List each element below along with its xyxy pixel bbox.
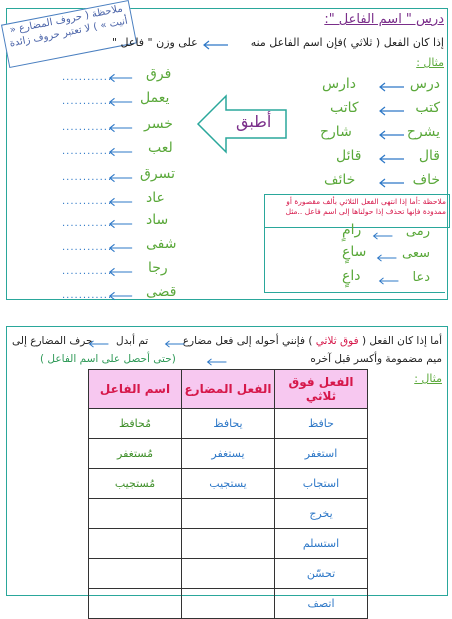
answer-dots: ............: [62, 196, 113, 207]
pair-verb: كتب: [415, 100, 440, 116]
rule2-line1: [183, 335, 442, 347]
note-text: ملاحظة :أما إذا انتهى الفعل الثلاثي بألف مقصورة أو ممدودة فإنها تحذف إذا حولناها إلى اسم فاعل ..مثل: [285, 197, 446, 216]
pair2-verb: رمى: [405, 224, 430, 239]
table-cell: [89, 589, 182, 619]
table-header-row: [89, 370, 368, 409]
table-cell: مُستجيب: [89, 469, 182, 499]
rule2-text-a: أما إذا كان الفعل (: [361, 335, 442, 347]
pair2-verb: سعى: [402, 246, 430, 261]
table-cell: حافظ: [275, 409, 368, 439]
answer-dots: ............: [62, 172, 113, 183]
table-cell: يستغفر: [182, 439, 275, 469]
table-cell: مُحافظ: [89, 409, 182, 439]
table-cell: استسلم: [275, 529, 368, 559]
rule2-text-d: حرف المضارع إلى: [12, 335, 93, 347]
pair-verb: خاف: [412, 172, 440, 188]
table-cell: [182, 499, 275, 529]
rule2-text-b: ) فإنني أحوله إلى فعل مضارع: [182, 335, 313, 347]
exercise-word: تسرق: [140, 166, 175, 182]
arrow-left-icon: [378, 81, 406, 93]
answer-dots: ............: [62, 242, 113, 253]
table-cell: [89, 529, 182, 559]
answer-dots: ............: [62, 290, 113, 301]
arrow-left-icon: [206, 356, 228, 368]
pair2-noun: ساعٍ: [342, 244, 367, 260]
apply-label: أطبق: [236, 112, 272, 131]
rule-arrow-icon: [202, 39, 230, 51]
table-row: [89, 559, 368, 589]
pair2-noun: داعٍ: [342, 268, 361, 284]
table-row: [89, 439, 368, 469]
pair-verb: درس: [409, 76, 440, 92]
rule2-text-c: تم أبدل: [116, 335, 149, 347]
exercise-word: شفى: [146, 236, 177, 252]
exercise-word: لعب: [148, 140, 173, 156]
pair2-verb: دعا: [412, 270, 430, 285]
arrow-left-icon: [164, 338, 186, 350]
table-header: الفعل المضارع: [182, 370, 275, 409]
table-row: [89, 409, 368, 439]
table-cell: يستجيب: [182, 469, 275, 499]
pair-noun: شارح: [320, 124, 352, 140]
table-cell: استجاب: [275, 469, 368, 499]
pair-noun: قائل: [336, 148, 362, 164]
rule-text-a: إذا كان الفعل ( ثلاثي )فإن اسم الفاعل منه: [250, 36, 444, 49]
exercise-word: قضى: [146, 284, 177, 300]
arrow-left-icon: [378, 129, 406, 141]
table-header: اسم الفاعل: [89, 370, 182, 409]
table-cell: يحافظ: [182, 409, 275, 439]
arrow-left-icon: [378, 153, 406, 165]
table-cell: [182, 559, 275, 589]
answer-dots: ............: [62, 218, 113, 229]
pair2-noun: رامٍ: [342, 222, 362, 238]
stamp-text: ملاحظة ( حروف المضارع « أنيت » ) لا تعتبر حروف زائدة: [8, 3, 129, 50]
rule2-goal: (حتى أحصل على اسم الفاعل ): [40, 353, 176, 365]
pair-verb: قال: [418, 148, 440, 164]
table-cell: [182, 589, 275, 619]
rule-text-b: على وزن " فاعل ": [112, 36, 198, 49]
answer-dots: ............: [62, 122, 113, 133]
table-row: [89, 529, 368, 559]
arrow-left-icon: [372, 230, 394, 242]
table-cell: تحسّن: [275, 559, 368, 589]
lesson-title: درس " اسم الفاعل ":: [324, 12, 444, 27]
rule2-line2: ميم مضمومة وأكسر قبل آخره: [310, 353, 442, 365]
example-label-1: مثال :: [416, 56, 444, 69]
arrow-left-icon: [378, 105, 406, 117]
answer-dots: ............: [62, 266, 113, 277]
table-cell: يخرج: [275, 499, 368, 529]
table-cell: اتصف: [275, 589, 368, 619]
table-row: [89, 589, 368, 619]
exercise-word: رجا: [148, 260, 168, 276]
table-cell: [182, 529, 275, 559]
pair-verb: يشرح: [406, 124, 440, 140]
table-cell: [89, 499, 182, 529]
table-row: [89, 469, 368, 499]
pair-noun: كاتب: [330, 100, 359, 116]
answer-dots: ............: [62, 146, 113, 157]
conjugation-table: [88, 369, 368, 619]
pair-noun: دارس: [322, 76, 356, 92]
answer-dots: ............: [62, 96, 113, 107]
exercise-word: ساد: [146, 212, 169, 228]
table-cell: [89, 559, 182, 589]
example-label-2: مثال :: [414, 372, 442, 385]
table-row: [89, 499, 368, 529]
answer-dots: ............: [62, 72, 113, 83]
pair-noun: خائف: [324, 172, 356, 188]
arrow-left-icon: [378, 275, 400, 287]
arrow-left-icon: [378, 177, 406, 189]
arrow-left-icon: [376, 252, 398, 264]
exercise-word: عاد: [146, 190, 165, 206]
table-cell: مُستغفر: [89, 439, 182, 469]
rule2-highlight: فوق ثلاثي: [315, 335, 359, 347]
table-cell: استغفر: [275, 439, 368, 469]
exercise-word: يعمل: [140, 90, 170, 106]
exercise-word: خسر: [144, 116, 173, 132]
exercise-word: فرق: [146, 66, 172, 82]
table-header: الفعل فوق ثلاثي: [275, 370, 368, 409]
